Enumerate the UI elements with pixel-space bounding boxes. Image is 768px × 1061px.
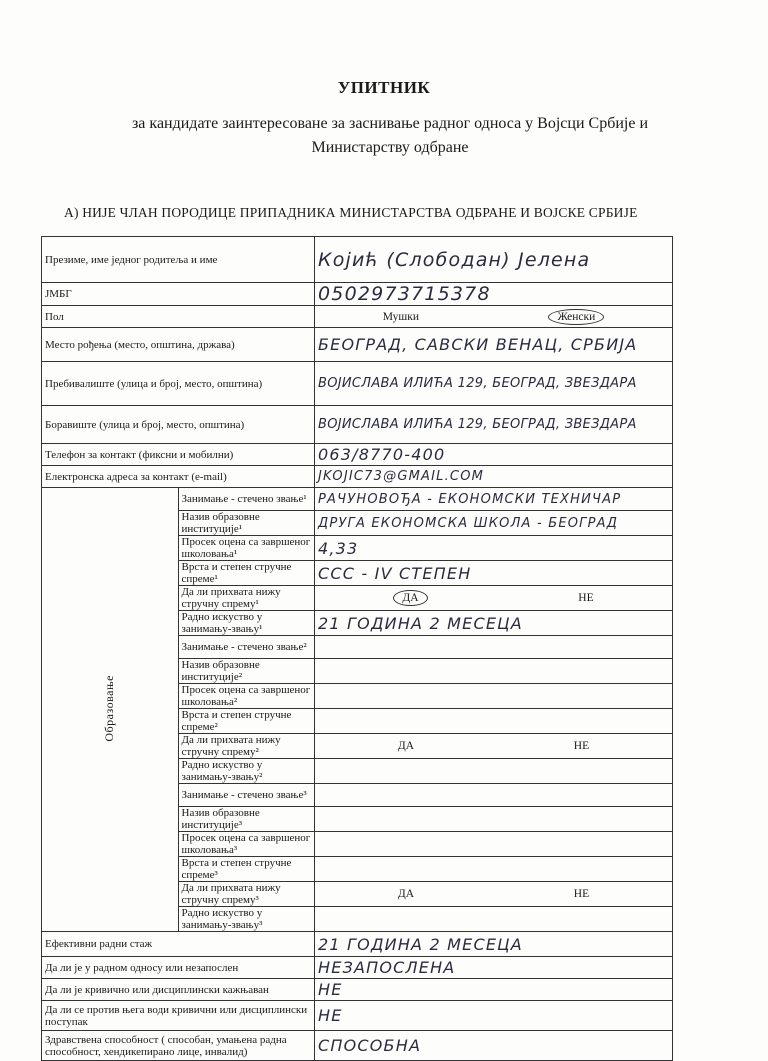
- edu2-degree-field[interactable]: [315, 709, 673, 734]
- edu3-lower-field: [315, 882, 673, 907]
- row-residence: [42, 362, 673, 406]
- row-employed: [42, 957, 673, 979]
- health-field[interactable]: [315, 1031, 673, 1061]
- edu1-degree-value: ССС - IV СТЕПЕН: [318, 563, 472, 583]
- edu2-experience-label: Радно искуство у занимању-звању²: [178, 759, 315, 784]
- edu3-occupation-field[interactable]: [315, 784, 673, 807]
- edu1-degree-label: Врста и степен стручне спреме¹: [178, 561, 315, 586]
- edu2-grade-label: Просек оцена са завршеног школовања²: [178, 684, 315, 709]
- jmbg-value: 0502973715378: [318, 283, 491, 305]
- edu1-lower-label: Да ли прихвата нижу стручну спрему¹: [178, 586, 315, 611]
- service-label: Ефективни радни стаж: [42, 932, 315, 957]
- phone-label: Телефон за контакт (фиксни и мобилни): [42, 444, 315, 466]
- row-service: [42, 932, 673, 957]
- name-field[interactable]: [315, 237, 673, 283]
- edu1-institution-label: Назив образовне институције¹: [178, 511, 315, 536]
- edu2-occupation-field[interactable]: [315, 636, 673, 659]
- edu3-grade-label: Просек оцена са завршеног школовања³: [178, 832, 315, 857]
- service-field[interactable]: [315, 932, 673, 957]
- edu1-occupation-field[interactable]: [315, 488, 673, 511]
- education-side-label: Образовање: [42, 488, 179, 932]
- edu1-occupation-value: РАЧУНОВОЂА - ЕКОНОМСКИ ТЕХНИЧАР: [318, 491, 622, 507]
- edu2-yes-option[interactable]: ДА: [397, 740, 415, 752]
- proceedings-field[interactable]: [315, 1001, 673, 1031]
- jmbg-field[interactable]: [315, 283, 673, 306]
- birthplace-field[interactable]: [315, 328, 673, 362]
- edu2-degree-label: Врста и степен стручне спреме²: [178, 709, 315, 734]
- proceedings-label: Да ли се против њега води кривични или дисциплински поступак: [42, 1001, 315, 1031]
- row-proceedings: [42, 1001, 673, 1031]
- punished-value: НЕ: [318, 980, 343, 999]
- employed-value: НЕЗАПОСЛЕНА: [318, 958, 456, 977]
- birthplace-label: Место рођења (место, општина, држава): [42, 328, 315, 362]
- edu1-experience-field[interactable]: [315, 611, 673, 636]
- name-label: Презиме, име једног родитеља и име: [42, 237, 315, 283]
- punished-field[interactable]: [315, 979, 673, 1001]
- sex-female-option[interactable]: Женски: [548, 309, 604, 325]
- edu1-lower-field: [315, 586, 673, 611]
- birthplace-value: БЕОГРАД, САВСКИ ВЕНАЦ, СРБИЈА: [318, 335, 638, 354]
- employed-label: Да ли је у радном односу или незапослен: [42, 957, 315, 979]
- subtitle-line-2: Министарству одбране: [311, 139, 469, 156]
- questionnaire-table: [41, 236, 673, 1061]
- edu2-no-option[interactable]: НЕ: [573, 740, 590, 752]
- edu3-lower-label: Да ли прихвата нижу стручну спрему³: [178, 882, 315, 907]
- stay-field[interactable]: [315, 406, 673, 444]
- residence-label: Пребивалиште (улица и број, место, општина): [42, 362, 315, 406]
- punished-label: Да ли је кривично или дисциплински кажњаван: [42, 979, 315, 1001]
- row-jmbg: [42, 283, 673, 306]
- email-value: JKOJIC73@GMAIL.COM: [318, 469, 485, 484]
- sex-field: [315, 306, 673, 328]
- edu1-institution-field[interactable]: [315, 511, 673, 536]
- edu1-degree-field[interactable]: [315, 561, 673, 586]
- row-health: [42, 1031, 673, 1061]
- edu3-institution-label: Назив образовне институције³: [178, 807, 315, 832]
- edu2-lower-label: Да ли прихвата нижу стручну спрему²: [178, 734, 315, 759]
- edu3-experience-label: Радно искуство у занимању-звању³: [178, 907, 315, 932]
- stay-label: Боравиште (улица и број, место, општина): [42, 406, 315, 444]
- phone-value: 063/8770-400: [318, 445, 446, 464]
- email-label: Електронска адреса за контакт (e-mail): [42, 466, 315, 488]
- row-email: [42, 466, 673, 488]
- edu1-occupation-row: [42, 488, 673, 511]
- edu2-experience-field[interactable]: [315, 759, 673, 784]
- edu2-institution-field[interactable]: [315, 659, 673, 684]
- service-value: 21 ГОДИНА 2 МЕСЕЦА: [318, 934, 523, 954]
- edu1-grade-label: Просек оцена са завршеног школовања¹: [178, 536, 315, 561]
- row-name: [42, 237, 673, 283]
- name-value: Којић (Слободан) Јелена: [318, 248, 591, 271]
- residence-field[interactable]: [315, 362, 673, 406]
- edu1-no-option[interactable]: НЕ: [578, 592, 594, 604]
- edu2-lower-field: [315, 734, 673, 759]
- edu3-degree-label: Врста и степен стручне спреме³: [178, 857, 315, 882]
- edu3-no-option[interactable]: НЕ: [573, 888, 590, 900]
- subtitle-line-1: за кандидате заинтересоване за заснивање радног односа у Војсци Србије и: [131, 115, 648, 132]
- form-title: УПИТНИК: [337, 78, 431, 97]
- edu1-experience-label: Радно искуство у занимању-звању¹: [178, 611, 315, 636]
- edu1-occupation-label: Занимање - стечено звање¹: [178, 488, 315, 511]
- edu1-grade-field[interactable]: [315, 536, 673, 561]
- proceedings-value: НЕ: [318, 1006, 343, 1025]
- edu2-grade-field[interactable]: [315, 684, 673, 709]
- phone-field[interactable]: [315, 444, 673, 466]
- row-sex: [42, 306, 673, 328]
- row-phone: [42, 444, 673, 466]
- edu3-institution-field[interactable]: [315, 807, 673, 832]
- edu1-yes-option[interactable]: ДА: [393, 590, 427, 606]
- email-field[interactable]: [315, 466, 673, 488]
- edu3-grade-field[interactable]: [315, 832, 673, 857]
- health-label: Здравствена способност ( способан, умањена радна способност, хендикепирано лице, инвалид): [42, 1031, 315, 1061]
- edu1-grade-value: 4,33: [318, 538, 359, 558]
- edu3-experience-field[interactable]: [315, 907, 673, 932]
- row-stay: [42, 406, 673, 444]
- edu3-occupation-label: Занимање - стечено звање³: [178, 784, 315, 807]
- row-birthplace: [42, 328, 673, 362]
- jmbg-label: ЈМБГ: [42, 283, 315, 306]
- sex-label: Пол: [42, 306, 315, 328]
- edu2-occupation-label: Занимање - стечено звање²: [178, 636, 315, 659]
- health-value: СПОСОБНА: [318, 1036, 422, 1055]
- sex-male-option[interactable]: Мушки: [382, 310, 420, 323]
- edu1-experience-value: 21 ГОДИНА 2 МЕСЕЦА: [318, 613, 523, 633]
- residence-value: ВОЈИСЛАВА ИЛИЋА 129, БЕОГРАД, ЗВЕЗДАРА: [318, 376, 637, 391]
- edu3-yes-option[interactable]: ДА: [397, 888, 415, 900]
- edu1-institution-value: ДРУГА ЕКОНОМСКА ШКОЛА - БЕОГРАД: [318, 515, 619, 531]
- form-subtitle: [70, 112, 710, 160]
- section-heading: А) НИЈЕ ЧЛАН ПОРОДИЦЕ ПРИПАДНИКА МИНИСТАРСТВА ОДБРАНЕ И ВОЈСКЕ СРБИЈЕ: [64, 205, 638, 220]
- edu2-institution-label: Назив образовне институције²: [178, 659, 315, 684]
- stay-value: ВОЈИСЛАВА ИЛИЋА 129, БЕОГРАД, ЗВЕЗДАРА: [318, 417, 637, 432]
- row-punished: [42, 979, 673, 1001]
- edu3-degree-field[interactable]: [315, 857, 673, 882]
- employed-field[interactable]: [315, 957, 673, 979]
